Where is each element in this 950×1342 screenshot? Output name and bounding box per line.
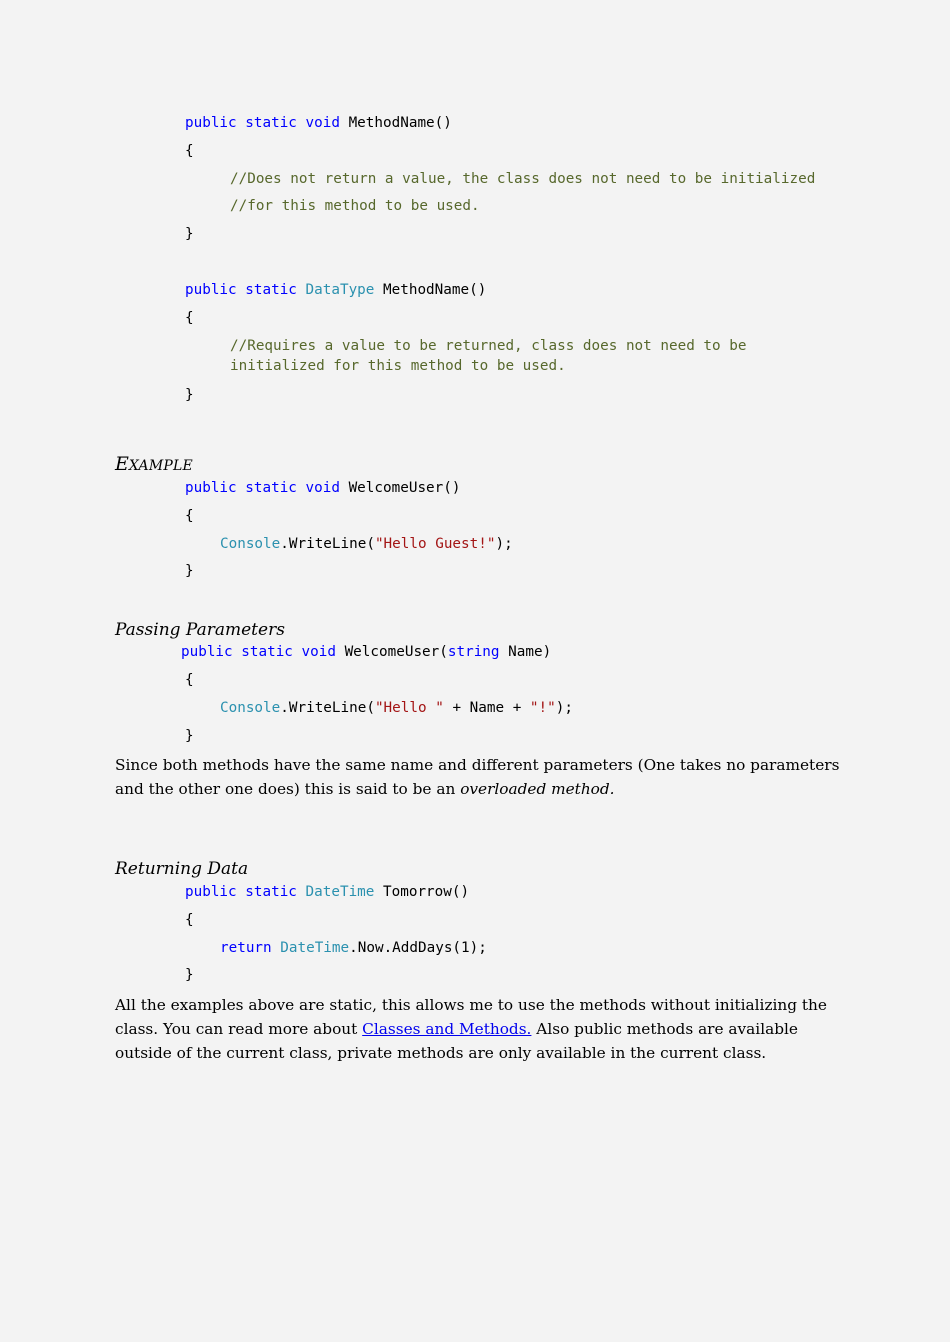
close-brace: } <box>185 967 194 983</box>
keyword: public <box>181 644 233 660</box>
open-brace: { <box>185 310 194 326</box>
keyword: public <box>185 480 237 496</box>
open-brace: { <box>185 912 194 928</box>
classes-and-methods-link[interactable]: Classes and Methods. <box>362 1020 532 1038</box>
code-comment: //Does not return a value, the class does not need to be initialized <box>230 171 816 187</box>
console-call: Console.WriteLine("Hello Guest!"); <box>220 536 513 552</box>
open-brace: { <box>185 672 194 688</box>
overload-paragraph: Since both methods have the same name and different parameters (One takes no parameters and the other one does) this is said to be an overloaded method. <box>115 756 840 798</box>
keyword: static <box>241 644 293 660</box>
keyword: public <box>185 884 237 900</box>
type-name: DateTime <box>305 884 375 900</box>
return-statement: return DateTime.Now.AddDays(1); <box>220 940 487 956</box>
string-literal: "!" <box>529 700 556 716</box>
type-name: Console <box>220 700 281 716</box>
keyword: string <box>447 644 500 660</box>
method-name: MethodName() <box>383 282 487 298</box>
example-signature <box>185 478 460 498</box>
keyword: public <box>185 115 237 131</box>
close-brace: } <box>185 728 194 744</box>
keyword: static <box>245 282 297 298</box>
keyword: static <box>245 884 297 900</box>
keyword: public <box>185 282 237 298</box>
static-paragraph: All the examples above are static, this allows me to use the methods without initializing the class. You can read more about Classes and Methods. Also public methods are available outside of the current class, private methods are only available in the current class. <box>115 996 827 1062</box>
type-name: DateTime <box>280 940 350 956</box>
passing-signature <box>181 642 551 662</box>
syntax-return-signature <box>185 280 486 300</box>
passing-parameters-heading: Passing Parameters <box>115 620 285 640</box>
string-literal: "Hello Guest!" <box>374 536 496 552</box>
method-name: MethodName() <box>348 115 452 131</box>
method-name: Tomorrow() <box>383 884 470 900</box>
returning-signature <box>185 882 469 902</box>
emphasis: overloaded method. <box>460 780 615 798</box>
code-comment: //Requires a value to be returned, class does not need to be <box>230 338 747 354</box>
string-literal: "Hello " <box>374 700 444 716</box>
param-name: Name) <box>508 644 552 660</box>
syntax-void-signature <box>185 113 452 133</box>
keyword: void <box>305 115 340 131</box>
returning-data-heading: Returning Data <box>115 859 249 879</box>
close-brace: } <box>185 387 194 403</box>
keyword: void <box>301 644 336 660</box>
type-name: DataType <box>305 282 375 298</box>
keyword: static <box>245 115 297 131</box>
example-heading: EXAMPLE <box>115 453 193 475</box>
keyword: static <box>245 480 297 496</box>
code-comment: initialized for this method to be used. <box>230 358 566 374</box>
close-brace: } <box>185 563 194 579</box>
keyword: void <box>305 480 340 496</box>
console-call: Console.WriteLine("Hello " + Name + "!"); <box>220 700 573 716</box>
code-comment: //for this method to be used. <box>230 198 480 214</box>
type-name: Console <box>220 536 281 552</box>
keyword: return <box>220 940 272 956</box>
open-brace: { <box>185 508 194 524</box>
method-name: WelcomeUser() <box>348 480 461 496</box>
close-brace: } <box>185 226 194 242</box>
method-name: WelcomeUser( <box>344 644 448 660</box>
open-brace: { <box>185 143 194 159</box>
